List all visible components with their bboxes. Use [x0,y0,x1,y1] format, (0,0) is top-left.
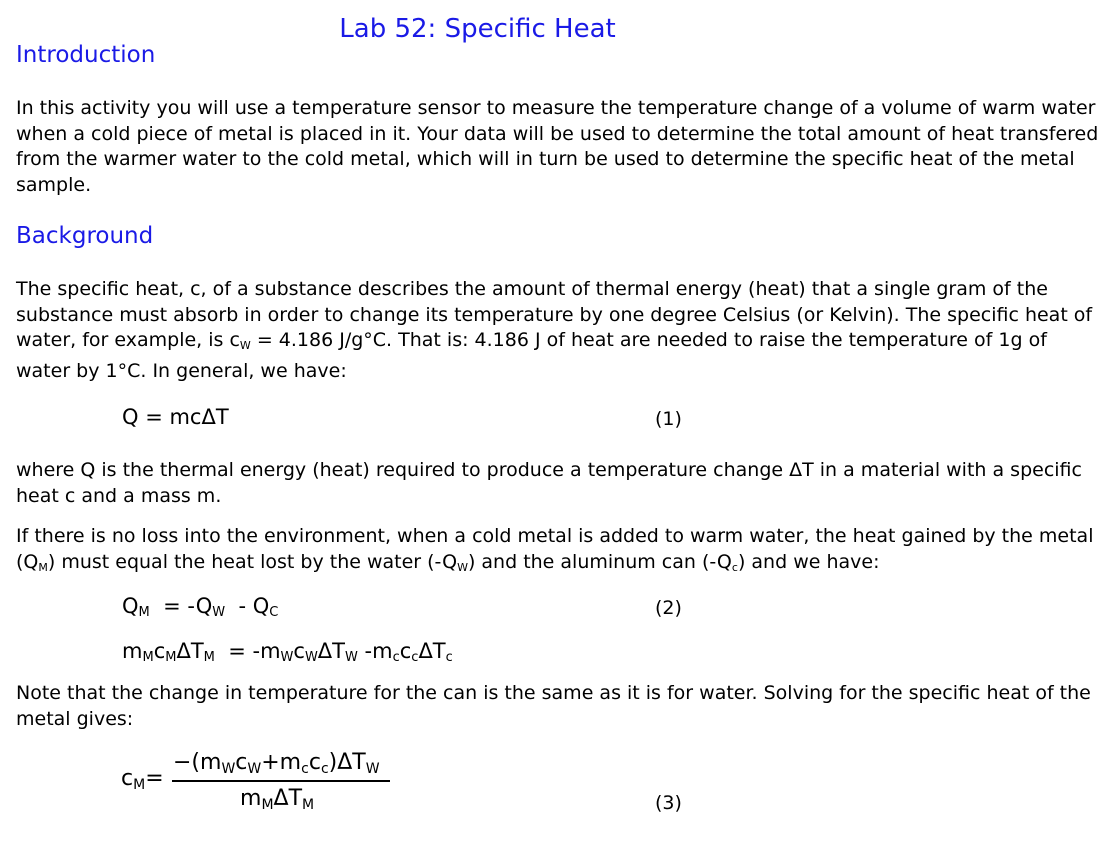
page-title: Lab 52: Specific Heat [339,14,616,44]
text-run: The specific heat, c, of a substance describes the amount of thermal energy (heat) that a single gram of the substance must absorb in order to change its temperature by one degree Celsius (or Kelvin). The specific heat of water, for example, is c [16,278,1093,351]
text-run: ) and the aluminum can (-Q [467,550,732,573]
equation-1-number: (1) [655,408,682,430]
equation-1: Q = mcΔT [122,405,229,429]
text-run: ) and we have: [737,550,880,573]
text-run: = 4.186 J/g°C. That is: 4.186 J of heat are needed to raise the temperature of 1g of water by 1°C. In general, we have: [16,329,1047,382]
equation-2-number: (2) [655,597,682,619]
equation-3-numerator: −(mWcW+mccc)ΔTW [173,750,380,777]
text-run: If there is no loss into the environment, when a cold metal is added to warm water, the heat gained by the metal (Q [16,525,1094,573]
subscript: c [731,560,738,574]
equation-2a: $Q_M = -Q_W - Q_C$ [122,594,279,620]
equation-3-lhs: cM= [121,766,164,793]
introduction-paragraph: In this activity you will use a temperature sensor to measure the temperature change of a volume of warm water when a cold piece of metal is placed in it. Your data will be used to determine the total amount of heat transfered from the warmer water to the cold metal, which will in turn be used to determine the specific heat of the metal sample. [16,97,1099,196]
background-paragraph-3 [16,524,1101,580]
equation-2b: $m_Mc_M\Delta T_M = -m_Wc_W\Delta T_W$ $-m_cc_c\Delta T_c$ [122,639,453,665]
equation-3-denominator: mMΔTM [240,786,315,813]
subscript: W [239,339,251,352]
background-paragraph-2: where Q is the thermal energy (heat) required to produce a temperature change ΔT in a material with a specific heat c and a mass m. [16,459,1082,507]
introduction-heading: Introduction [16,42,156,68]
background-paragraph-1 [16,277,1101,384]
background-paragraph-4: Note that the change in temperature for the can is the same as it is for water. Solving for the specific heat of the metal gives: [16,682,1091,730]
background-heading: Background [16,223,154,249]
fraction-bar [172,780,390,782]
subscript: M [38,560,48,574]
equation-3-number: (3) [655,792,682,814]
equation-3 [118,750,408,820]
subscript: W [457,560,468,574]
text-run: ) must equal the heat lost by the water (-Q [47,550,458,573]
